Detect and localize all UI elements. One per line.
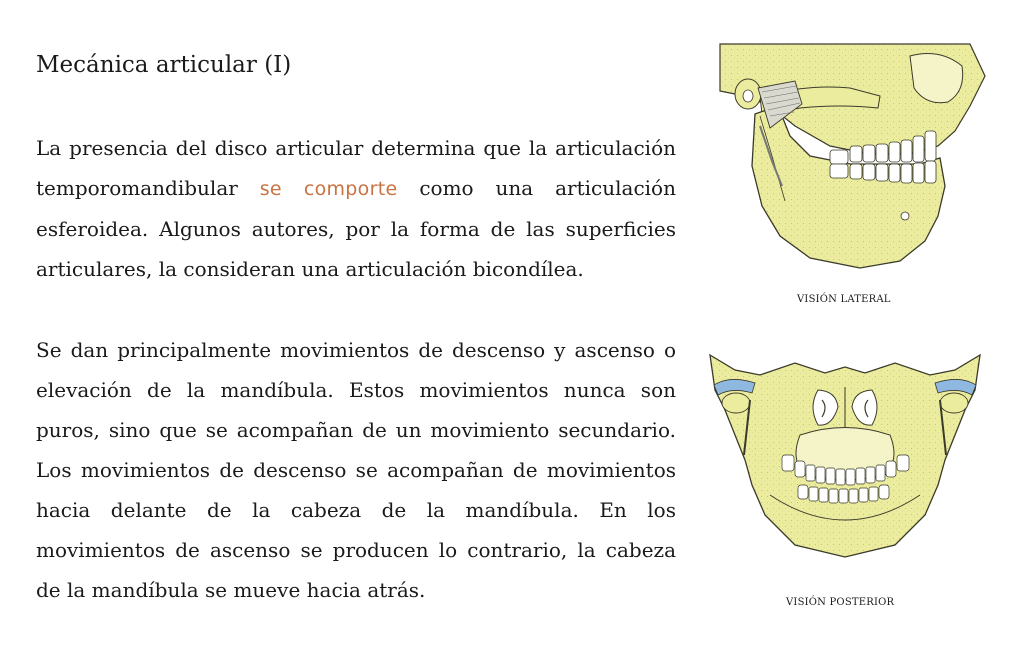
paragraph-movimientos: Se dan principalmente movimientos de descenso y ascenso o elevación de la mandíbula. Estos movimientos nunca son puros, sino que se acompañan de un movimiento secundario. Los movimientos de descenso se acompañan de movimientos hacia delante de la cabeza de la mandíbula. En los movimientos de ascenso se producen lo contrario, la cabeza de la mandíbula se mueve hacia atrás. bbox=[36, 338, 676, 602]
lateral-skull-illustration bbox=[700, 36, 990, 286]
posterior-view-caption: VISIÓN POSTERIOR bbox=[786, 597, 895, 608]
paragraph-disco-articular bbox=[36, 128, 676, 289]
posterior-skull-illustration bbox=[700, 345, 990, 585]
paragraph1-text-end: como una articulación esferoidea. Algunos autores, por la forma de las superficies articulares, la consideran una articulación bicondílea. bbox=[36, 176, 676, 281]
paragraph1-text-start: La presencia del disco articular determina que la articulación temporomandibular bbox=[36, 136, 676, 200]
page-title: Mecánica articular (I) bbox=[36, 52, 292, 78]
lateral-view-caption: VISIÓN LATERAL bbox=[797, 294, 891, 305]
se-comporte-link[interactable]: se comporte bbox=[259, 178, 398, 200]
